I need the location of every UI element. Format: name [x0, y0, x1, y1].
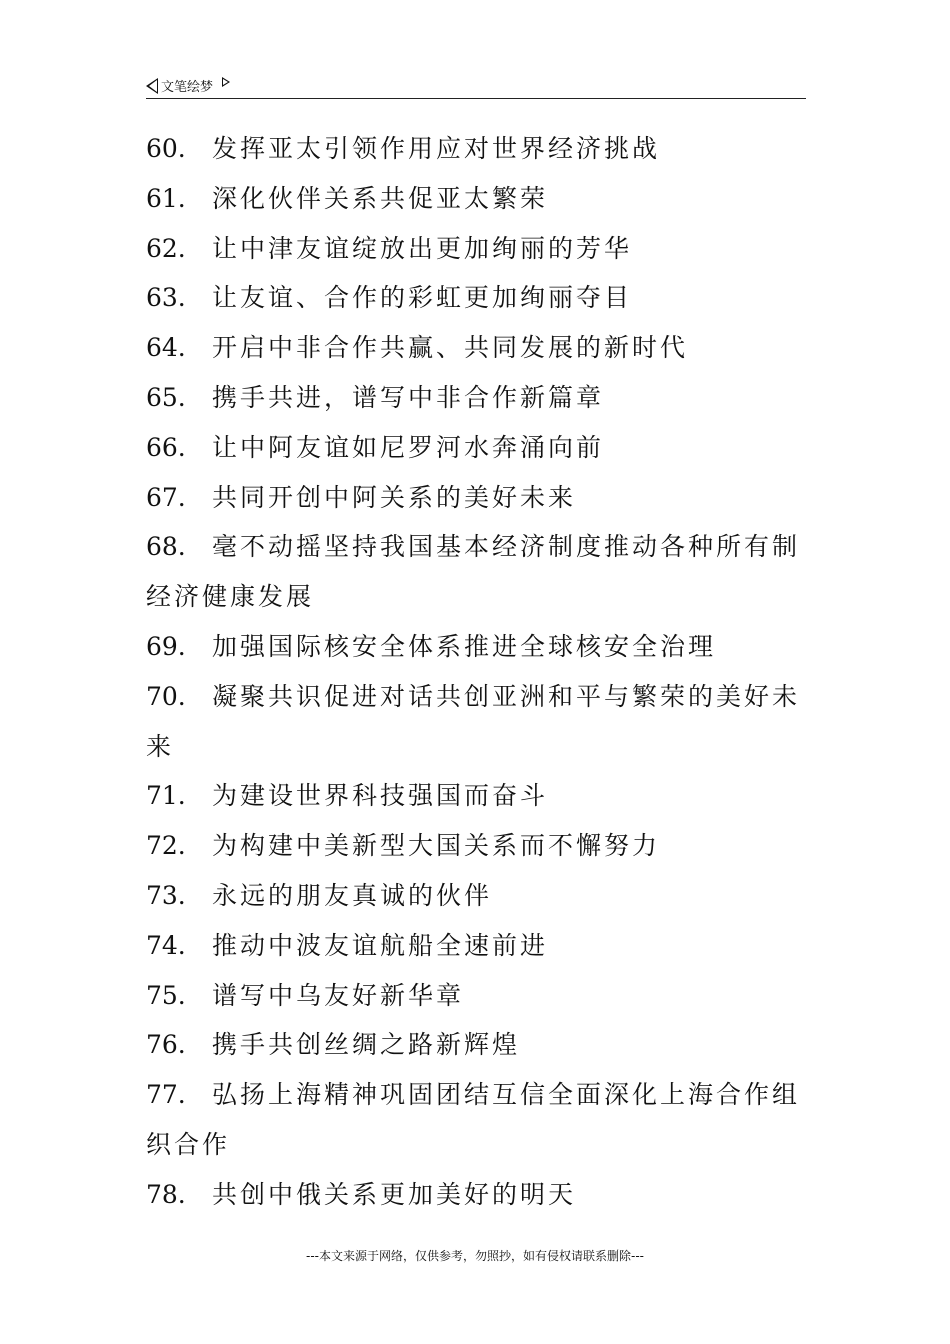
item-text: 共同开创中阿关系的美好未来: [212, 482, 577, 512]
item-text: 永远的朋友真诚的伙伴: [212, 880, 493, 910]
item-text: 谱写中乌友好新华章: [212, 980, 465, 1010]
item-text: 共创中俄关系更加美好的明天: [212, 1179, 577, 1209]
item-text: 为构建中美新型大国关系而不懈努力: [212, 831, 661, 861]
item-text: 加强国际核安全体系推进全球核安全治理: [212, 631, 717, 661]
item-number: 63.: [146, 283, 186, 313]
list-item: [146, 672, 810, 772]
item-text: 开启中非合作共赢、共同发展的新时代: [212, 333, 689, 363]
list-item: [146, 323, 810, 373]
triangle-right-icon: [222, 77, 230, 87]
item-text: 弘扬上海精神巩固团结互信全面深化上海合作组织合作: [146, 1080, 801, 1159]
item-number: 67.: [146, 482, 186, 512]
item-text: 让中阿友谊如尼罗河水奔涌向前: [212, 432, 605, 462]
item-number: 61.: [146, 183, 186, 213]
list-item: [146, 1170, 810, 1220]
item-number: 69.: [146, 631, 186, 661]
list-item: [146, 771, 810, 821]
list-item: [146, 921, 810, 971]
item-number: 74.: [146, 930, 186, 960]
list-item: [146, 124, 810, 174]
list-item: [146, 473, 810, 523]
item-number: 65.: [146, 382, 186, 412]
item-text: 让友谊、合作的彩虹更加绚丽夺目: [212, 283, 633, 313]
list-item: [146, 273, 810, 323]
item-number: 71.: [146, 781, 186, 811]
list-item: [146, 871, 810, 921]
item-text: 为建设世界科技强国而奋斗: [212, 781, 549, 811]
item-number: 75.: [146, 980, 186, 1010]
brand-title: 文笔绘梦: [161, 80, 214, 95]
item-number: 68.: [146, 532, 186, 562]
item-text: 凝聚共识促进对话共创亚洲和平与繁荣的美好未来: [146, 681, 801, 761]
item-number: 73.: [146, 880, 186, 910]
item-number: 64.: [146, 333, 186, 363]
item-text: 深化伙伴关系共促亚太繁荣: [212, 183, 549, 213]
item-number: 76.: [146, 1030, 186, 1060]
triangle-left-icon: [146, 78, 158, 94]
list-item: [146, 1070, 810, 1170]
item-text: 让中津友谊绽放出更加绚丽的芳华: [212, 233, 633, 263]
list-item: [146, 522, 810, 622]
item-number: 62.: [146, 233, 186, 263]
page-header: [146, 74, 806, 99]
item-number: 72.: [146, 831, 186, 861]
item-number: 66.: [146, 432, 186, 462]
brand: [146, 76, 230, 95]
item-number: 70.: [146, 681, 186, 711]
list-item: [146, 174, 810, 224]
item-text: 推动中波友谊航船全速前进: [212, 930, 549, 960]
footer-disclaimer: ---本文来源于网络，仅供参考，勿照抄，如有侵权请联系删除---: [306, 1249, 644, 1263]
title-list: [146, 124, 810, 1220]
item-text: 携手共进，谱写中非合作新篇章: [212, 382, 605, 412]
item-text: 发挥亚太引领作用应对世界经济挑战: [212, 134, 661, 163]
list-item: [146, 224, 810, 274]
item-number: 78.: [146, 1179, 186, 1209]
list-item: [146, 1020, 810, 1070]
item-number: 77.: [146, 1080, 186, 1110]
list-item: [146, 821, 810, 871]
list-item: [146, 622, 810, 672]
list-item: [146, 423, 810, 473]
item-text: 携手共创丝绸之路新辉煌: [212, 1030, 521, 1060]
list-item: [146, 373, 810, 423]
item-text: 毫不动摇坚持我国基本经济制度推动各种所有制经济健康发展: [146, 532, 801, 612]
item-number: 60.: [146, 134, 186, 163]
list-item: [146, 971, 810, 1021]
